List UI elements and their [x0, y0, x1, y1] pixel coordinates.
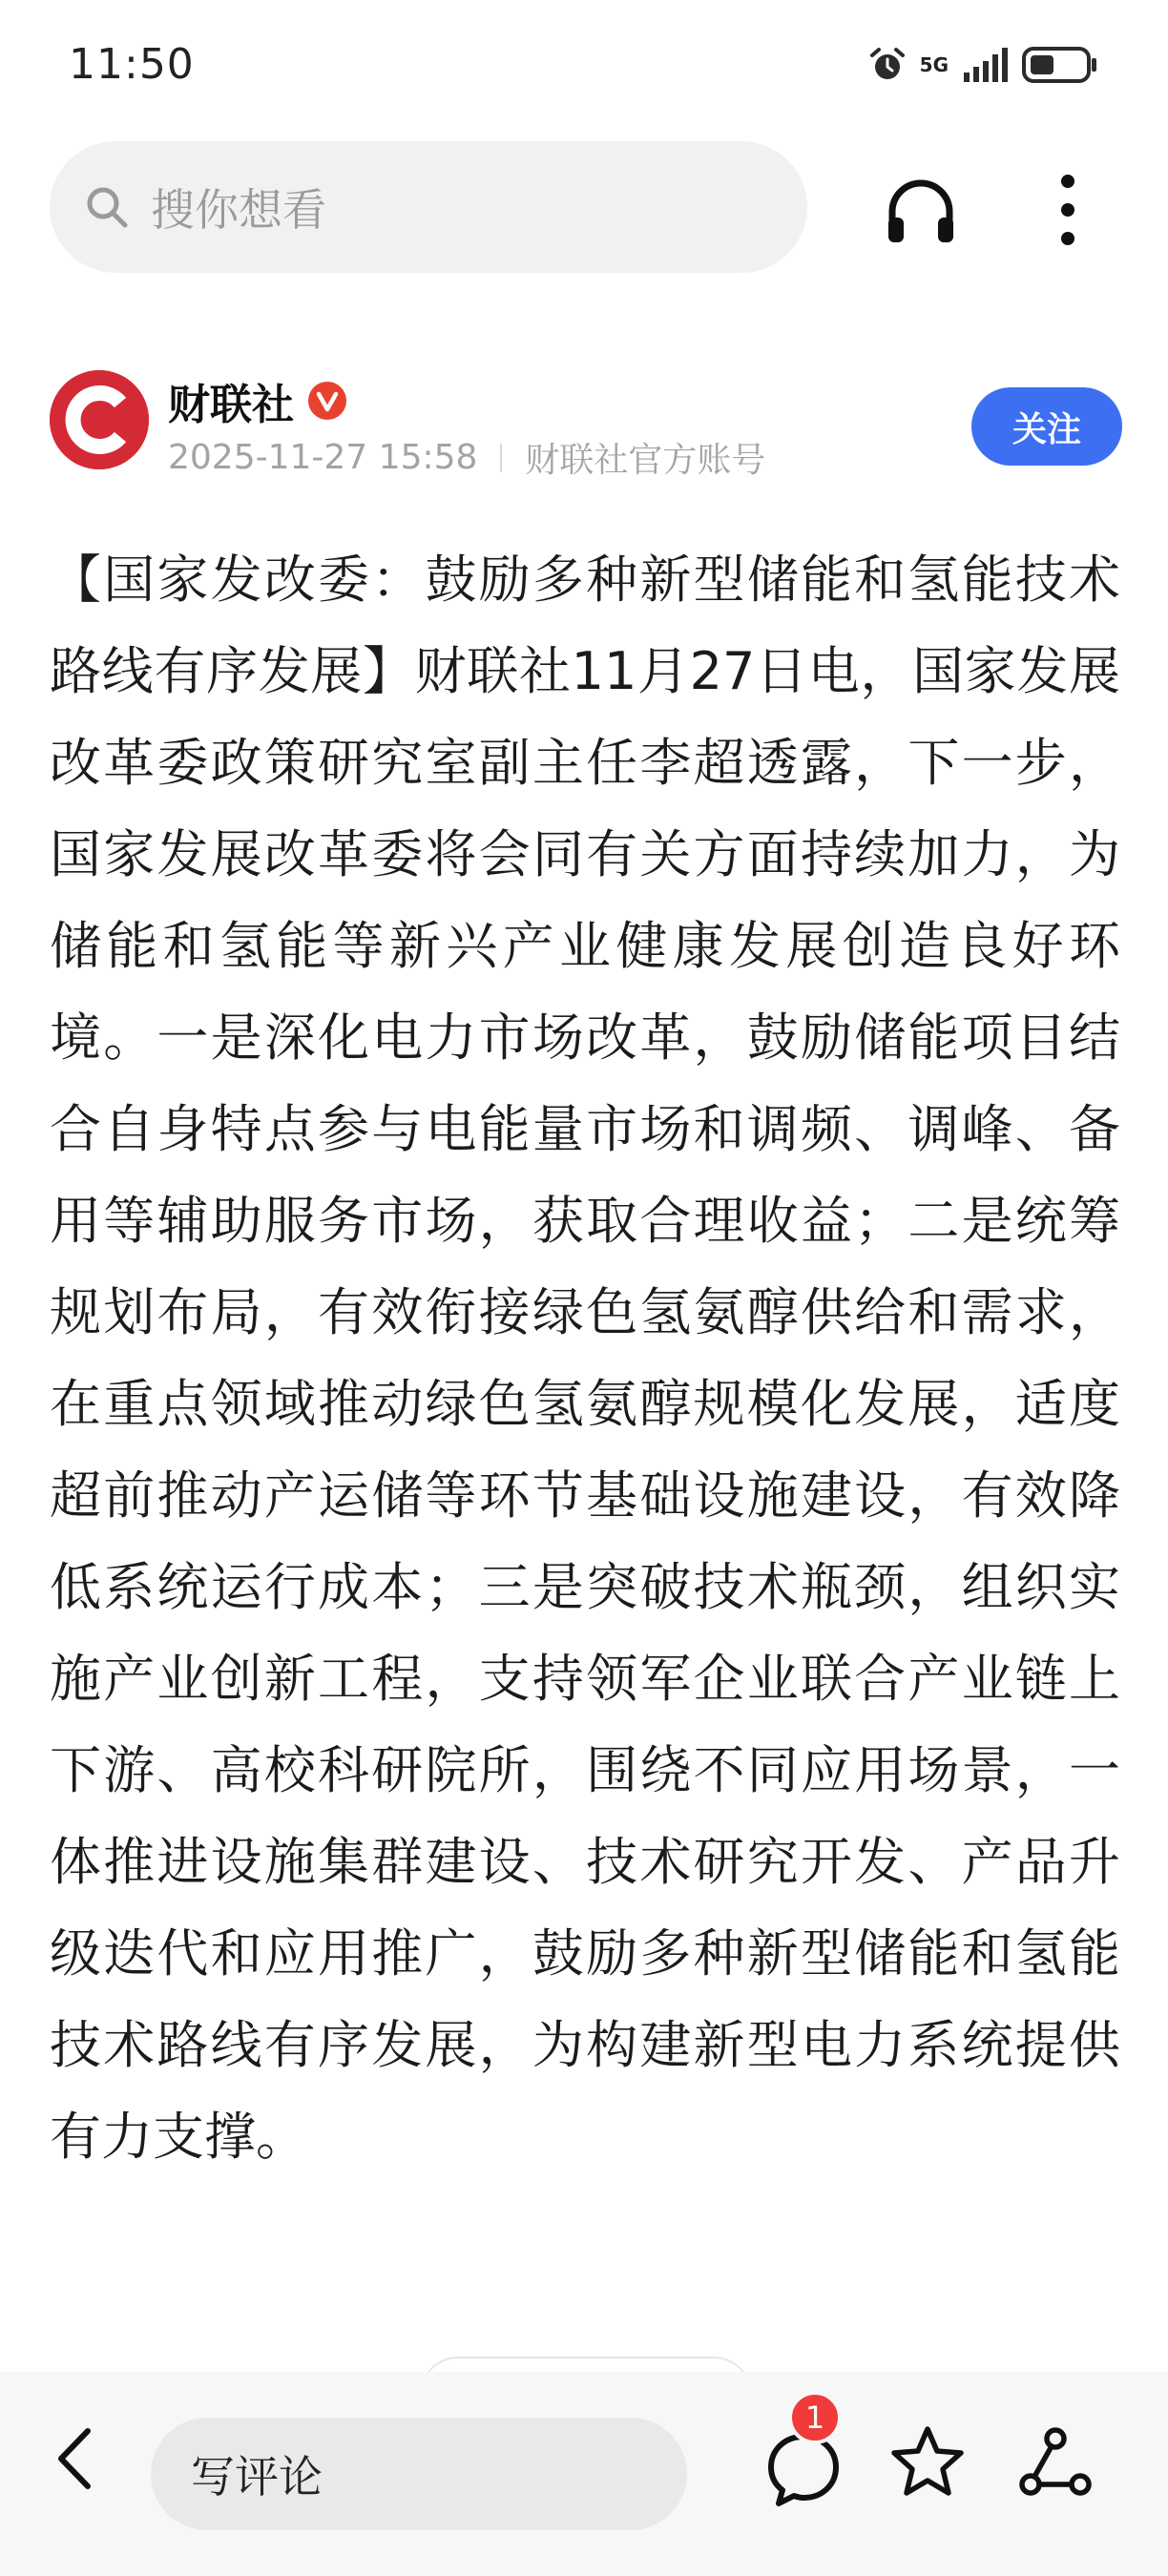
battery-icon: [1021, 46, 1099, 84]
more-icon[interactable]: [1048, 170, 1088, 250]
author-header: [50, 370, 1122, 485]
network-label: 5G: [919, 53, 949, 76]
author-name: 财联社: [168, 381, 294, 429]
article-body: 【国家发改委：鼓励多种新型储能和氢能技术路线有序发展】财联社11月27日电，国家发展改革委政策研究室副主任李超透露，下一步，国家发展改革委将会同有关方面持续加力，为储能和氢能等新兴产业健康发展创造良好环境。一是深化电力市场改革，鼓励储能项目结合自身特点参与电能量市场和调频、调峰、备用等辅助服务市场，获取合理收益；二是统筹规划布局，有效衔接绿色氢氨醇供给和需求，在重点领域推动绿色氢氨醇规模化发展，适度超前推动产运储等环节基础设施建设，有效降低系统运行成本；三是突破技术瓶颈，组织实施产业创新工程，支持领军企业联合产业链上下游、高校科研院所，围绕不同应用场景，一体推进设施集群建设、技术研究开发、产品升级迭代和应用推广，鼓励多种新型储能和氢能技术路线有序发展，为构建新型电力系统提供有力支撑。: [50, 550, 1120, 2167]
signal-icon: [962, 46, 1008, 84]
follow-button[interactable]: 关注: [971, 387, 1122, 466]
author-name-row[interactable]: [168, 370, 347, 431]
account-type: 财联社官方账号: [525, 441, 766, 480]
meta-divider: [500, 444, 502, 472]
publish-date: 2025-11-27 15:58: [168, 438, 478, 477]
bottom-bar: [0, 2372, 1168, 2576]
status-bar: [0, 0, 1168, 134]
avatar[interactable]: [50, 370, 149, 469]
search-placeholder: 搜你想看: [151, 184, 326, 236]
alarm-icon: [868, 46, 907, 84]
status-time: 11:50: [69, 40, 195, 89]
comment-input[interactable]: 写评论: [151, 2418, 687, 2530]
search-bar[interactable]: [50, 141, 807, 273]
search-icon: [84, 184, 130, 230]
status-icons: [868, 46, 1099, 84]
headphone-icon[interactable]: [883, 174, 959, 250]
verified-icon: [307, 381, 347, 421]
star-icon[interactable]: [889, 2423, 966, 2500]
share-icon[interactable]: [1017, 2423, 1094, 2500]
back-icon[interactable]: [53, 2425, 95, 2492]
comment-count-badge: 1: [788, 2391, 842, 2444]
author-meta: [168, 433, 765, 482]
